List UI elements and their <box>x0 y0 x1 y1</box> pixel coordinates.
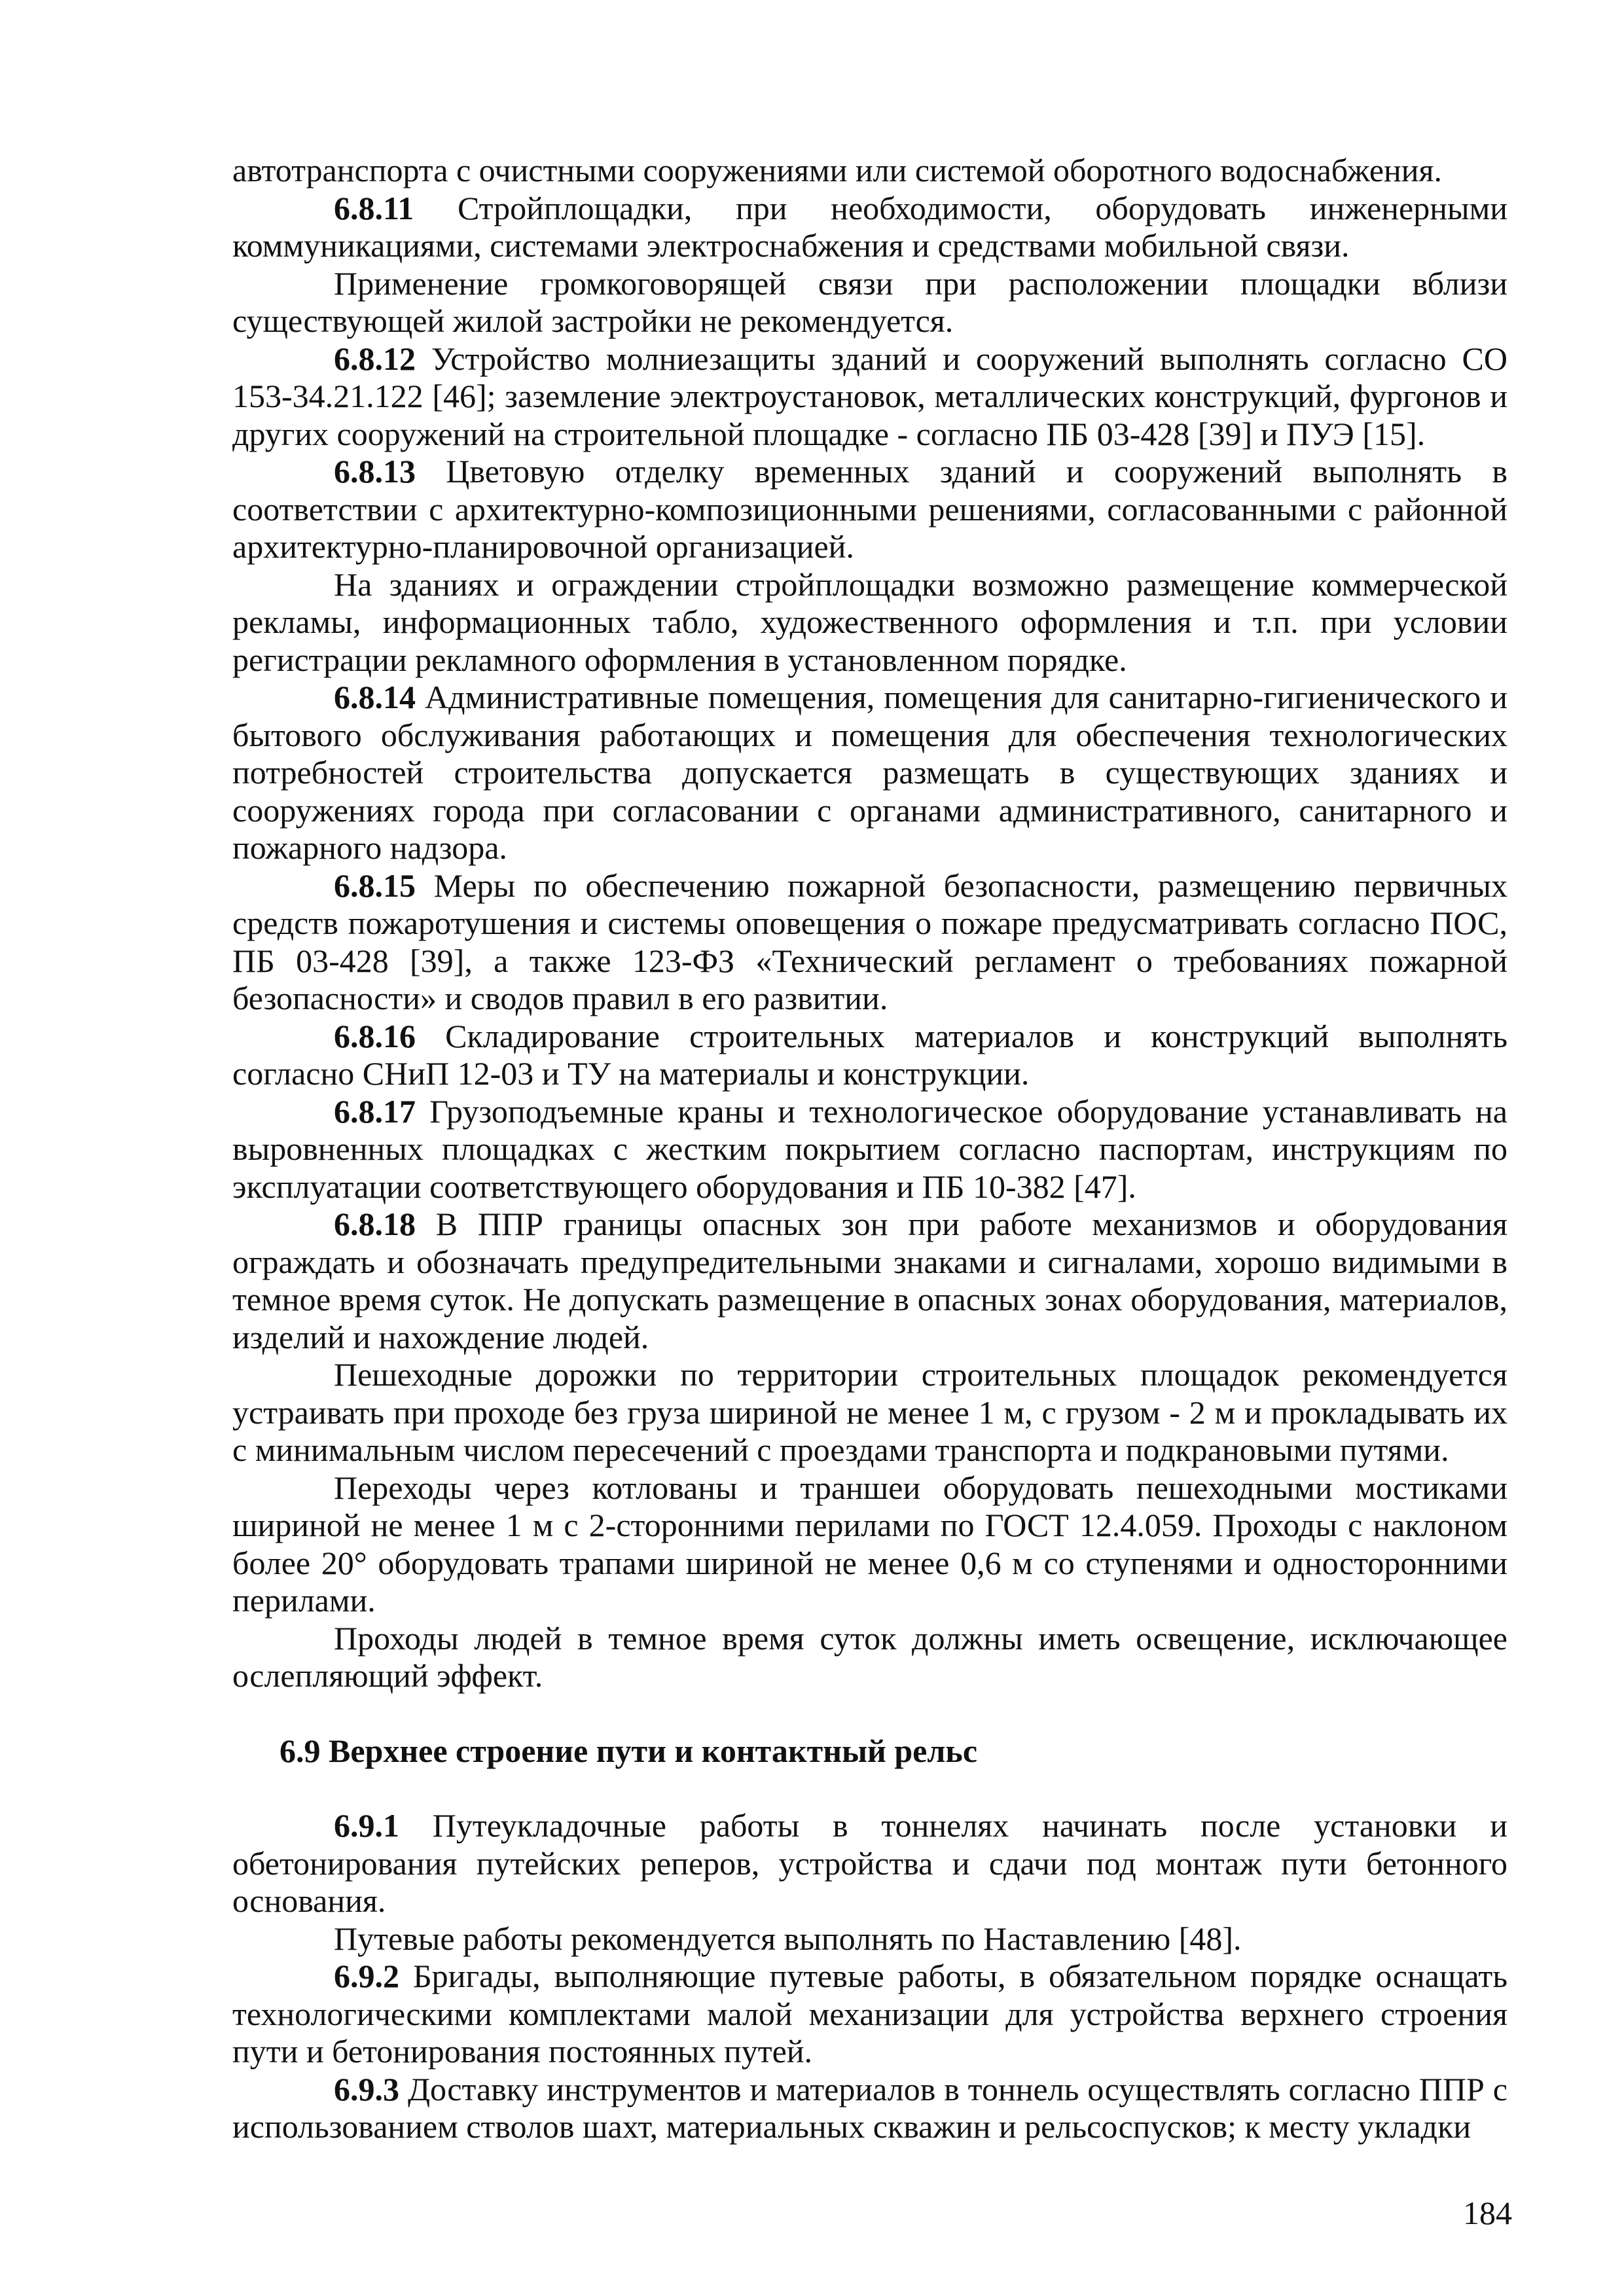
paragraph <box>232 2071 1507 2146</box>
paragraph <box>232 1807 1507 1920</box>
paragraph-text: Путевые работы рекомендуется выполнять по Наставлению [48]. <box>334 1920 1242 1957</box>
paragraph <box>232 679 1507 867</box>
paragraph <box>232 453 1507 566</box>
clause-number: 6.8.11 <box>334 189 414 226</box>
paragraph-text: автотранспорта с очистными сооружениями или системой оборотного водоснабжения. <box>232 152 1443 188</box>
section-6-8-body <box>232 152 1507 1695</box>
clause-number: 6.8.15 <box>334 867 416 904</box>
section-heading: 6.9 Верхнее строение пути и контактный рельс <box>280 1732 978 1769</box>
paragraph <box>232 1018 1507 1093</box>
paragraph-text: Путеукладочные работы в тоннелях начинать после установки и обетонирования путейских реперов, устройства и сдачи под монтаж пути бетонного основания. <box>232 1807 1507 1919</box>
paragraph <box>232 1958 1507 2071</box>
clause-number: 6.9.2 <box>334 1958 399 1994</box>
clause-number: 6.9.1 <box>334 1807 399 1844</box>
paragraph <box>232 1620 1507 1695</box>
paragraph-text: Меры по обеспечению пожарной безопасности, размещению первичных средств пожаротушения и системы оповещения о пожаре предусматривать согласно ПОС, ПБ 03-428 [39], а также 123-ФЗ «Технический регламент о требованиях пожарной безопасности» и сводов правил в его развитии. <box>232 867 1507 1016</box>
paragraph-text: Цветовую отделку временных зданий и сооружений выполнять в соответствии с архитектурно-композиционными решениями, согласованными с районной архитектурно-планировочной организацией. <box>232 453 1507 565</box>
document-page <box>232 152 1507 2146</box>
paragraph-text: Доставку инструментов и материалов в тоннель осуществлять согласно ППР с использованием стволов шахт, материальных скважин и рельсоспусков; к месту укладки <box>232 2070 1507 2145</box>
paragraph-text: Бригады, выполняющие путевые работы, в обязательном порядке оснащать технологическими комплектами малой механизации для устройства верхнего строения пути и бетонирования постоянных путей. <box>232 1958 1507 2070</box>
paragraph-text: Грузоподъемные краны и технологическое оборудование устанавливать на выровненных площадках с жестким покрытием согласно паспортам, инструкциям по эксплуатации соответствующего оборудования и ПБ 10-382 [47]. <box>232 1092 1507 1205</box>
paragraph <box>232 190 1507 265</box>
clause-number: 6.8.17 <box>334 1092 416 1130</box>
clause-number: 6.8.14 <box>334 679 416 715</box>
clause-number: 6.8.18 <box>334 1206 416 1242</box>
paragraph-text: Пешеходные дорожки по территории строительных площадок рекомендуется устраивать при проходе без груза шириной не менее 1 м, с грузом - 2 м и прокладывать их с минимальным числом пересечений с проездами транспорта и подкрановыми путями. <box>232 1356 1507 1468</box>
paragraph <box>232 152 1507 190</box>
paragraph-text: Переходы через котлованы и траншеи оборудовать пешеходными мостиками шириной не менее 1 м с 2-сторонними перилами по ГОСТ 12.4.059. Проходы с наклоном более 20° оборудовать трапами шириной не менее 0,6 м со ступенями и односторонними перилами. <box>232 1469 1507 1619</box>
paragraph <box>232 1469 1507 1620</box>
paragraph <box>232 340 1507 454</box>
paragraph-text: Проходы людей в темное время суток должны иметь освещение, исключающее ослепляющий эффект. <box>232 1619 1507 1694</box>
section-6-9-body <box>232 1807 1507 2146</box>
clause-number: 6.8.16 <box>334 1017 416 1054</box>
clause-number: 6.9.3 <box>334 2070 399 2108</box>
paragraph-text: В ППР границы опасных зон при работе механизмов и оборудования ограждать и обозначать предупредительными знаками и сигналами, хорошо видимыми в темное время суток. Не допускать размещение в опасных зонах оборудования, материалов, изделий и нахождение людей. <box>232 1206 1507 1355</box>
paragraph <box>232 1093 1507 1206</box>
paragraph <box>232 566 1507 679</box>
paragraph-text: На зданиях и ограждении стройплощадки возможно размещение коммерческой рекламы, информационных табло, художественного оформления и т.п. при условии регистрации рекламного оформления в установленном порядке. <box>232 565 1507 678</box>
paragraph-text: Административные помещения, помещения для санитарно-гигиенического и бытового обслуживания работающих и помещения для обеспечения технологических потребностей строительства допускается размещать в существующих зданиях и сооружениях города при согласовании с органами административного, санитарного и пожарного надзора. <box>232 679 1507 866</box>
paragraph-text: Устройство молниезащиты зданий и сооружений выполнять согласно СО 153-34.21.122 [46]; заземление электроустановок, металлических конструкций, фургонов и других сооружений на строительной площадке - согласно ПБ 03-428 [39] и ПУЭ [15]. <box>232 340 1507 452</box>
paragraph <box>232 1206 1507 1356</box>
page-number: 184 <box>1463 2195 1512 2231</box>
paragraph <box>232 1920 1507 1958</box>
paragraph <box>232 867 1507 1018</box>
paragraph <box>232 1356 1507 1469</box>
clause-number: 6.8.12 <box>334 340 416 377</box>
paragraph-text: Складирование строительных материалов и конструкций выполнять согласно СНиП 12-03 и ТУ на материалы и конструкции. <box>232 1017 1507 1092</box>
paragraph-text: Применение громкоговорящей связи при расположении площадки вблизи существующей жилой застройки не рекомендуется. <box>232 264 1507 339</box>
paragraph-text: Стройплощадки, при необходимости, оборудовать инженерными коммуникациями, системами электроснабжения и средствами мобильной связи. <box>232 189 1507 264</box>
paragraph <box>232 265 1507 340</box>
clause-number: 6.8.13 <box>334 453 416 490</box>
